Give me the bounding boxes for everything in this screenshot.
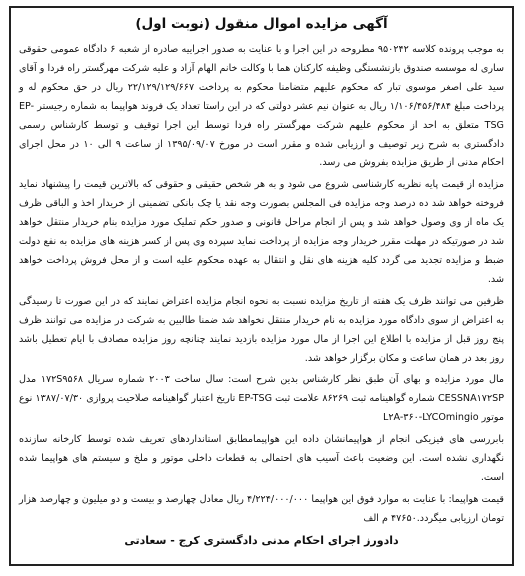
paragraph-objection-terms: ظرفین می توانند ظرف یک هفته از تاریخ مزایده نسبت به نحوه انجام مزایده اعتراض نمایند که در این صورت تا رسیدگی به اعتراض از سوی دادگاه مورد مزایده به نام خریدار منتقل نخواهد شد ضمنا طالبین به شرکت در مزایده می توانند ظرف پنج روز قبل از مزایده با اطلاع این اجرا از مال مورد مزایده بازدید نمایند چنانچه روز مزایده مصادف با ایام تعطیل باشد روز بعد در همان ساعت و مکان برگزار خواهد شد. xyxy=(19,295,504,364)
signature-line: دادورز اجرای احکام مدنی دادگستری کرج - سعادتی xyxy=(124,533,399,547)
paragraph-auction-terms: مزایده از قیمت پایه نظریه کارشناسی شروع می شود و به هر شخص حقیقی و حقوقی که بالاترین قیمت را پیشنهاد نماید فروخته خواهد شد ده درصد وجه مزایده فی المجلس بصورت وجه نقد یا چک بانکی تضمینی از خریدار اخذ و الباقی ظرف یک ماه از وی وصول خواهد شد و پس از انجام مراحل قانونی و صدور حکم تملیک مورد مزایده بنام خریدار منتقل خواهد شد در صورتیکه در مهلت مقرر خریدار وجه مزایده از پرداخت نماید سپرده وی پس از کسر هزینه های مزایده به نفع دولت ضبط و مزایده تجدید می گردد کلیه هزینه های نقل و انتقال به عهده محکوم علیه است و از محل فروش پرداخت خواهد شد. xyxy=(19,179,504,285)
paragraph-inspection: بابررسی های فیزیکی انجام از هواپیمانشان داده این هواپیمامطابق استانداردهای تعریف شده توسط کارخانه سازنده نگهداری نشده است. این وضعیت باعث آسیب های احتمالی به قطعات داخلی موتور و ملخ و سیستم های هواپیما شده است. xyxy=(19,434,504,483)
paragraph-case-details: به موجب پرونده کلاسه ۹۵۰۲۴۲ مطروحه در این اجرا و با عنایت به صدور اجراییه صادره از شعبه ۶ دادگاه عمومی حقوقی ساری له موسسه صندوق بازنشستگی وظیفه کارکنان هما با وکالت خانم الهام آزاد و علیه شرکت مهرگستر راه فردا و آقای سید علی اصغر موسوی تبار که محکوم علیهم متضامنا محکوم به پرداخت ۲۲/۱۲۹/۱۲۹/۶۶۷ ریال در حق محکوم له و پرداخت مبلغ ۱/۱۰۶/۴۵۶/۴۸۴ ریال به عنوان نیم عشر دولتی که در این راستا تعداد یک فروند هواپیما به شماره رجیستر EP-TSG متعلق به احد از محکوم علیهم شرکت مهرگستر راه فردا توسط این اجرا توقیف و توسط کارشناس رسمی دادگستری به شرح زیر توصیف و ارزیابی شده و مقرر است در مورخ ۱۳۹۵/۰۹/۰۷ از ساعت ۹ الی ۱۰ در محل اجرای احکام مدنی از طریق مزایده بفروش می رسد. xyxy=(19,44,504,169)
notice-title: آگهی مزایده اموال منقول (نوبت اول) xyxy=(135,16,388,32)
notice-box xyxy=(9,6,514,566)
paragraph-aircraft-specs: مال مورد مزایده و بهای آن طبق نظر کارشناس بدین شرح است: سال ساخت ۲۰۰۳ شماره سریال ۱۷۲S۹۵۶۸ مدل CESSNA۱۷۲SP شماره گواهینامه ثبت ۸۶۲۶۹ علامت ثبت EP-TSG تاریخ اعتبار گواهینامه صلاحیت پروازی ۱۳۸۷/۰۷/۳۰ نوع موتور L۲A-۳۶۰-LYCOmingio xyxy=(19,374,504,424)
paragraph-price: قیمت هواپیما: با عنایت به موارد فوق این هواپیما ۴/۲۲۴/۰۰۰/۰۰۰ ریال معادل چهارصد و بیست و دو میلیون و چهارصد هزار تومان ارزیابی میگردد.۴۷۶۵۰ م الف xyxy=(19,493,504,524)
